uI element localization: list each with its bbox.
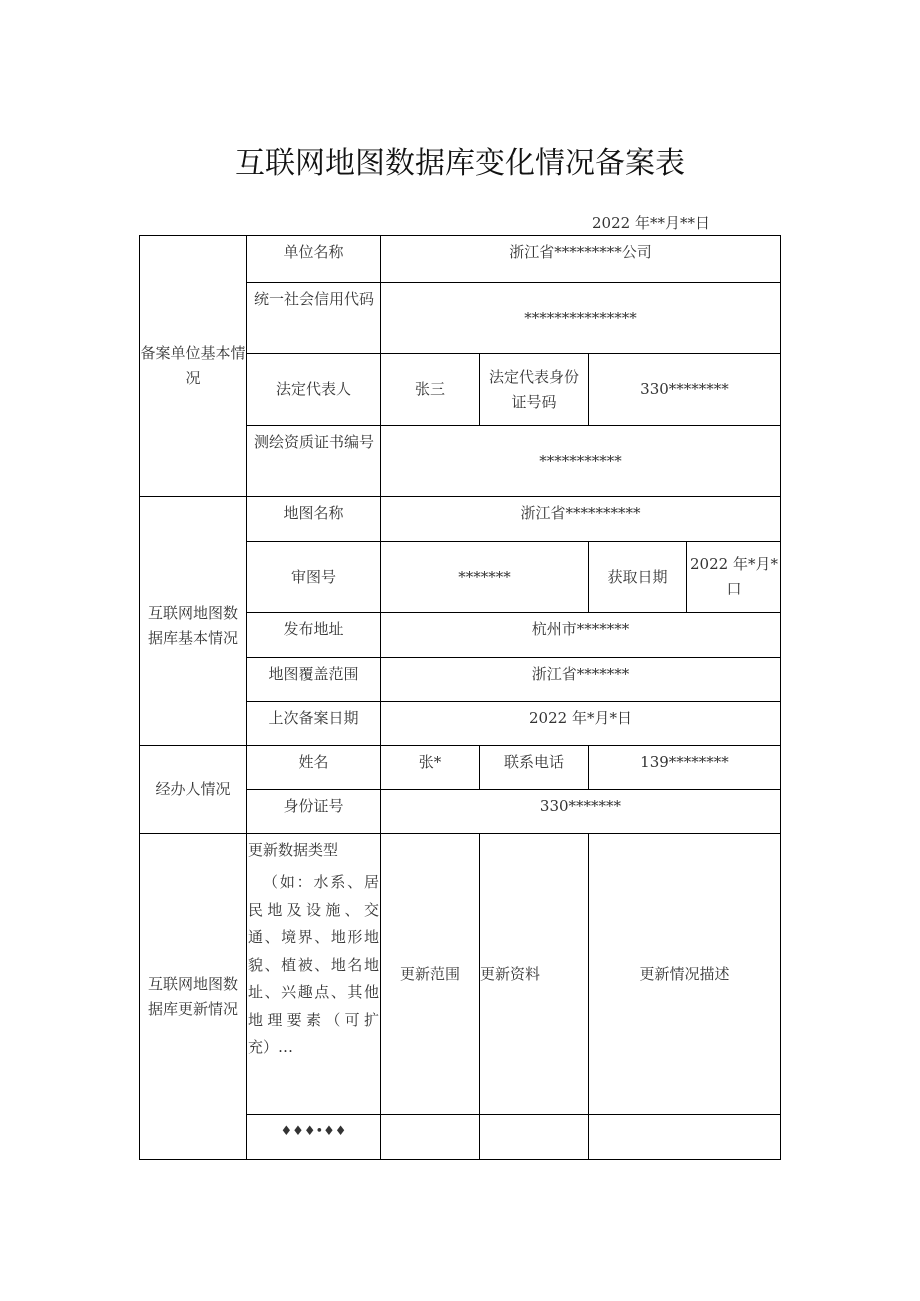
update-range-header: 更新范围 (399, 964, 460, 983)
review-no-value: ******* (458, 567, 511, 586)
form-date: 2022 年**月**日 (592, 214, 710, 232)
map-name-label: 地图名称 (283, 504, 344, 522)
section-unit-info: 备案单位基本情况 (140, 344, 246, 387)
update-row-material-cell[interactable] (480, 1115, 588, 1159)
map-name-value: 浙江省********** (520, 504, 641, 522)
credit-code-value: *************** (524, 308, 637, 327)
survey-cert-value: *********** (539, 451, 622, 470)
handler-name-label: 姓名 (298, 753, 329, 771)
legal-rep-id-value: 330******** (640, 380, 729, 398)
map-coverage-value: 浙江省******* (531, 665, 630, 683)
unit-name-value: 浙江省*********公司 (509, 243, 652, 261)
last-record-date-label: 上次备案日期 (268, 709, 359, 727)
handler-id-value: 330******* (539, 797, 622, 815)
handler-phone-label: 联系电话 (503, 753, 564, 771)
handler-name-value: 张* (418, 753, 442, 771)
update-row-value: ♦♦♦•♦♦ (280, 1124, 347, 1139)
credit-code-label: 统一社会信用代码 (253, 290, 374, 308)
update-material-header: 更新资料 (480, 964, 541, 983)
review-no-label: 审图号 (290, 567, 336, 586)
form-title: 互联网地图数据库变化情况备案表 (235, 146, 685, 181)
publish-address-value: 杭州市******* (531, 620, 630, 638)
map-coverage-label: 地图覆盖范围 (268, 665, 359, 683)
handler-id-label: 身份证号 (283, 797, 344, 815)
unit-name-label: 单位名称 (283, 243, 344, 261)
legal-rep-label: 法定代表人 (275, 380, 351, 398)
update-row-range-cell[interactable] (381, 1115, 479, 1159)
obtain-date-label: 获取日期 (607, 567, 668, 586)
update-type-cell (248, 838, 379, 1113)
publish-address-label: 发布地址 (283, 620, 344, 638)
survey-cert-label: 测绘资质证书编号 (253, 433, 374, 451)
section-update-info: 互联网地图数据库更新情况 (147, 974, 238, 1018)
update-type-label: 更新数据类型 (248, 841, 339, 859)
section-db-info: 互联网地图数据库基本情况 (147, 604, 238, 647)
legal-rep-id-label: 法定代表身份证号码 (488, 367, 579, 411)
update-row-description-cell[interactable] (589, 1115, 780, 1159)
legal-rep-value: 张三 (414, 380, 445, 398)
update-type-note: （如：水系、居民地及设施、交通、境界、地形地貌、植被、地名地址、兴趣点、其他地理要素（可扩充）… (248, 873, 379, 1056)
last-record-date-value: 2022 年*月*日 (529, 709, 632, 727)
obtain-date-value: 2022 年*月*口 (690, 555, 778, 598)
handler-phone-value: 139******** (640, 753, 729, 771)
section-handler-info: 经办人情况 (155, 780, 231, 798)
update-description-header: 更新情况描述 (639, 964, 730, 983)
